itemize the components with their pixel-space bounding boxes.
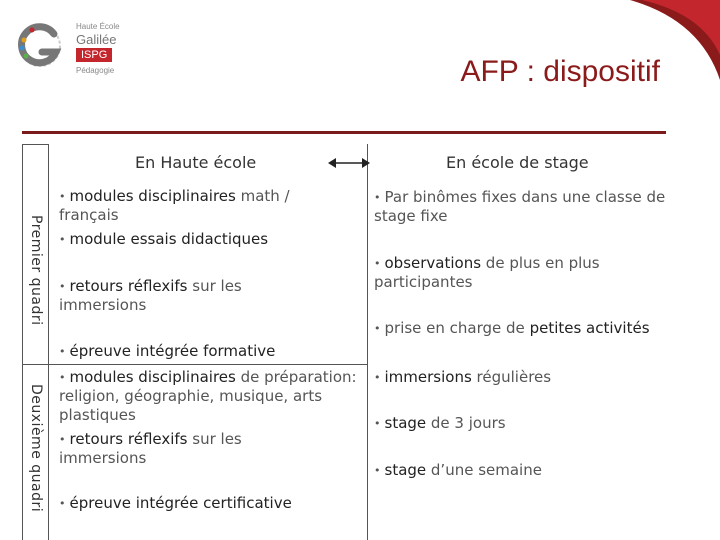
list-item <box>59 430 319 468</box>
item-rest: Par binômes fixes dans une classe de stage fixe <box>374 188 666 225</box>
item-strong: modules disciplinaires <box>69 368 236 386</box>
bullet-icon: • <box>59 345 66 358</box>
item-strong: retours réflexifs <box>69 277 188 295</box>
item-strong: stage <box>384 414 427 432</box>
table-header-top <box>22 144 48 145</box>
table-border-left <box>22 144 23 540</box>
bullet-icon: • <box>59 280 66 293</box>
list-item <box>59 368 359 425</box>
logo-line-2: Galilée <box>76 32 117 47</box>
bullet-icon: • <box>374 371 381 384</box>
slide-title: AFP : dispositif <box>460 55 660 88</box>
list-item <box>59 187 349 225</box>
item-strong: modules disciplinaires <box>69 187 236 205</box>
item-rest: de 3 jours <box>426 414 506 432</box>
list-item <box>374 461 694 480</box>
logo-line-1: Haute École <box>76 22 120 31</box>
item-rest: sur les immersions <box>59 430 242 467</box>
item-strong: épreuve intégrée formative <box>69 342 276 360</box>
item-strong: observations <box>384 254 482 272</box>
item-rest: régulières <box>471 368 552 386</box>
item-strong: immersions <box>384 368 472 386</box>
item-rest: de plus en plus participantes <box>374 254 600 291</box>
item-pre: prise en charge de <box>384 319 530 337</box>
item-rest: d’une semaine <box>426 461 542 479</box>
item-rest: sur les immersions <box>59 277 242 314</box>
table-divider-middle <box>367 144 368 540</box>
table-row-divider <box>22 364 368 365</box>
bullet-icon: • <box>374 322 381 335</box>
item-rest: de préparation: religion, géographie, musique, arts plastiques <box>59 368 357 424</box>
school-logo <box>14 20 124 80</box>
list-item <box>374 188 694 226</box>
logo-g-mark <box>14 20 66 72</box>
bullet-icon: • <box>59 371 66 384</box>
logo-line-3: ISPG <box>76 48 112 62</box>
list-item <box>59 494 359 513</box>
bullet-icon: • <box>374 417 381 430</box>
bullet-icon: • <box>374 257 381 270</box>
bullet-icon: • <box>59 233 66 246</box>
title-underline <box>22 131 666 134</box>
list-item <box>59 277 319 315</box>
column-header-haute-ecole: En Haute école <box>135 153 257 172</box>
double-arrow-icon <box>328 156 370 170</box>
list-item <box>374 368 694 387</box>
item-strong: retours réflexifs <box>69 430 188 448</box>
item-strong: épreuve intégrée certificative <box>69 494 292 512</box>
list-item <box>59 342 359 361</box>
list-item <box>59 230 349 249</box>
bullet-icon: • <box>374 191 381 204</box>
item-strong: stage <box>384 461 427 479</box>
item-rest: math / français <box>59 187 290 224</box>
item-strong: petites activités <box>529 319 650 337</box>
list-item <box>374 319 704 338</box>
list-item <box>374 254 664 292</box>
row-label-second-quadri: Deuxième quadri <box>28 384 44 513</box>
bullet-icon: • <box>374 464 381 477</box>
logo-line-4: Pédagogie <box>76 66 115 75</box>
bullet-icon: • <box>59 497 66 510</box>
bullet-icon: • <box>59 433 66 446</box>
item-strong: module essais didactiques <box>69 230 269 248</box>
column-header-ecole-stage: En école de stage <box>446 153 589 172</box>
list-item <box>374 414 694 433</box>
row-label-first-quadri: Premier quadri <box>28 215 44 326</box>
table-divider-side <box>48 144 49 540</box>
bullet-icon: • <box>59 190 66 203</box>
